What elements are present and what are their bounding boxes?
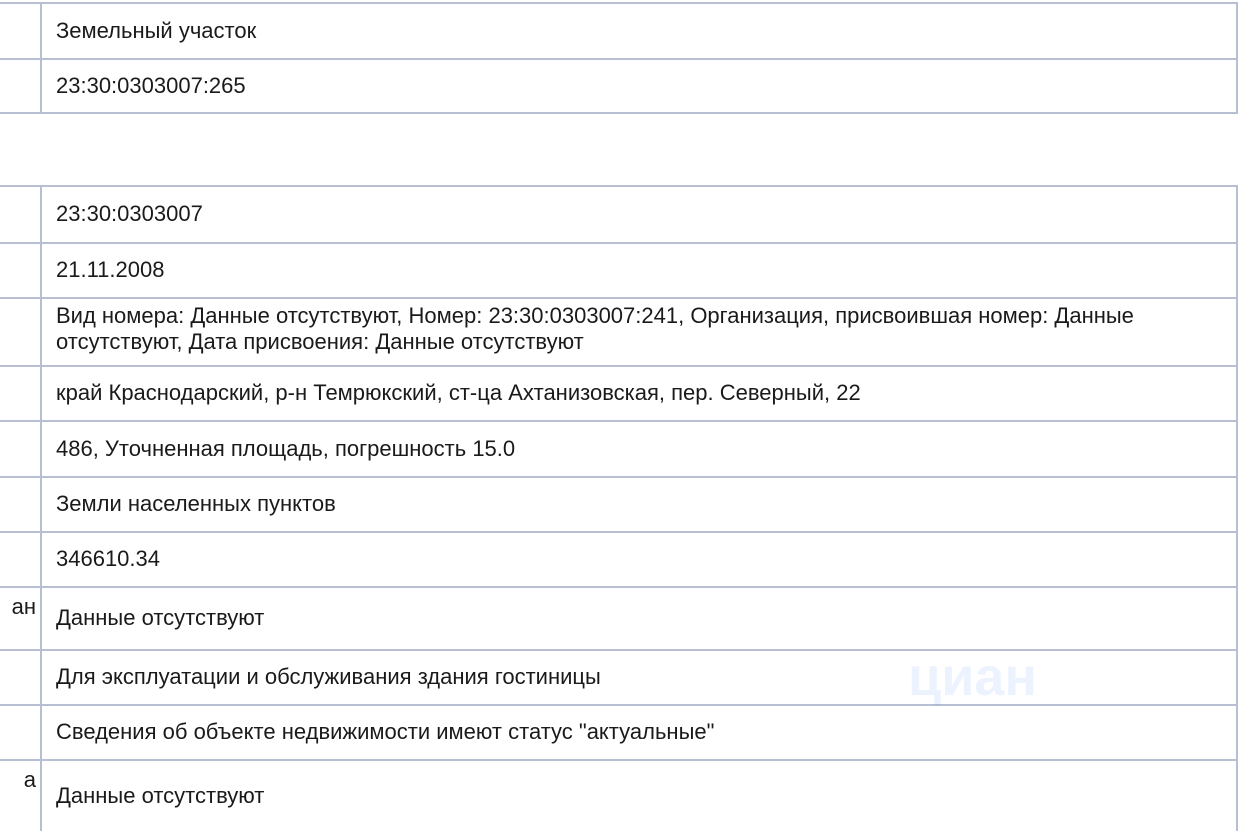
label-cell: ан bbox=[0, 588, 42, 649]
address-value: край Краснодарский, р-н Темрюкский, ст-ца Ахтанизовская, пер. Северный, 22 bbox=[56, 380, 861, 406]
label-cell bbox=[0, 367, 42, 420]
area-value: 486, Уточненная площадь, погрешность 15.0 bbox=[56, 435, 516, 461]
label-cell bbox=[0, 651, 42, 704]
label-cell bbox=[0, 422, 42, 476]
no-data-value: Данные отсутствуют bbox=[56, 782, 265, 808]
cadastral-number-value: 23:30:0303007:265 bbox=[56, 72, 246, 98]
label-cell bbox=[0, 706, 42, 759]
table-row bbox=[0, 299, 1236, 367]
label-cell bbox=[0, 244, 42, 297]
label-cell: а bbox=[0, 761, 42, 831]
no-data-value: Данные отсутствуют bbox=[56, 605, 265, 631]
object-type-value: Земельный участок bbox=[56, 17, 257, 43]
table-row bbox=[0, 588, 1236, 651]
cadastral-quarter-value: 23:30:0303007 bbox=[56, 201, 203, 227]
property-table-details bbox=[0, 185, 1238, 831]
registration-date-value: 21.11.2008 bbox=[56, 257, 165, 283]
table-row bbox=[0, 244, 1236, 299]
table-row bbox=[0, 187, 1236, 244]
label-cell bbox=[0, 60, 42, 112]
label-cell bbox=[0, 299, 42, 365]
permitted-use-value: Для эксплуатации и обслуживания здания гостиницы bbox=[56, 664, 601, 690]
label-cell bbox=[0, 4, 42, 58]
svg-text:циан: циан bbox=[908, 647, 1038, 707]
table-row bbox=[0, 706, 1236, 761]
land-category-value: Земли населенных пунктов bbox=[56, 491, 336, 517]
previous-number-value: Вид номера: Данные отсутствуют, Номер: 23:30:0303007:241, Организация, присвоившая номер: Данные отсутствуют, Дата присвоения: Данные отсутствуют bbox=[56, 303, 1134, 355]
table-row bbox=[0, 533, 1236, 588]
table-row bbox=[0, 367, 1236, 422]
cadastral-value: 346610.34 bbox=[56, 546, 160, 572]
table-row bbox=[0, 761, 1236, 831]
table-row bbox=[0, 478, 1236, 533]
table-row bbox=[0, 651, 1236, 706]
status-value: Сведения об объекте недвижимости имеют статус "актуальные" bbox=[56, 719, 715, 745]
label-cell bbox=[0, 478, 42, 531]
label-cell bbox=[0, 187, 42, 242]
table-row bbox=[0, 60, 1236, 114]
table-row bbox=[0, 422, 1236, 478]
property-table-top bbox=[0, 2, 1238, 114]
label-cell bbox=[0, 533, 42, 586]
table-row bbox=[0, 4, 1236, 60]
